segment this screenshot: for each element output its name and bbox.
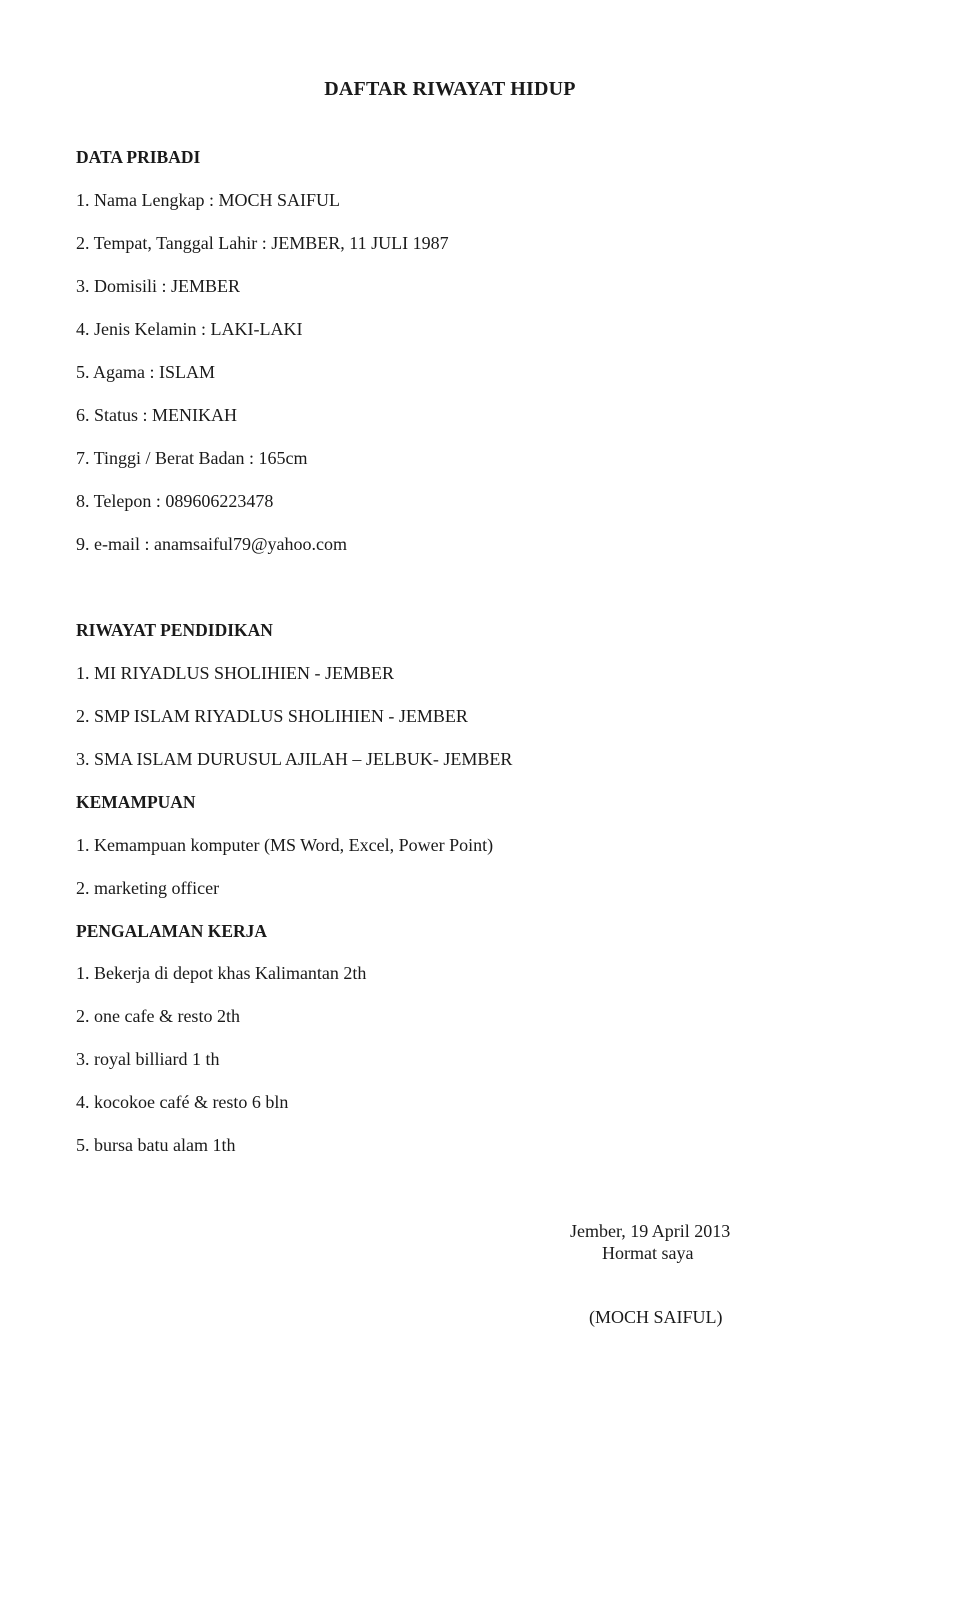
signature-name: (MOCH SAIFUL) [589,1307,723,1327]
document-title: DAFTAR RIWAYAT HIDUP [324,78,576,100]
personal-item-name: 1. Nama Lengkap : MOCH SAIFUL [76,190,340,210]
section-heading-personal: DATA PRIBADI [76,147,201,167]
personal-item-email: 9. e-mail : anamsaiful79@yahoo.com [76,534,348,554]
skills-item: 1. Kemampuan komputer (MS Word, Excel, Power Point) [76,835,494,855]
experience-item: 5. bursa batu alam 1th [76,1135,236,1155]
education-item: 3. SMA ISLAM DURUSUL AJILAH – JELBUK- JEMBER [76,749,513,769]
skills-item: 2. marketing officer [76,878,220,898]
signature-closing: Hormat saya [602,1243,694,1263]
experience-item: 3. royal billiard 1 th [76,1049,220,1069]
section-heading-skills: KEMAMPUAN [76,792,196,812]
experience-item: 4. kocokoe café & resto 6 bln [76,1092,289,1112]
education-item: 2. SMP ISLAM RIYADLUS SHOLIHIEN - JEMBER [76,706,468,726]
experience-item: 2. one cafe & resto 2th [76,1006,240,1026]
personal-item-status: 6. Status : MENIKAH [76,405,237,425]
section-heading-experience: PENGALAMAN KERJA [76,921,268,941]
section-heading-education: RIWAYAT PENDIDIKAN [76,620,273,640]
personal-item-phone: 8. Telepon : 089606223478 [76,491,274,511]
education-item: 1. MI RIYADLUS SHOLIHIEN - JEMBER [76,663,394,683]
signature-place-date: Jember, 19 April 2013 [570,1221,731,1241]
personal-item-birth: 2. Tempat, Tanggal Lahir : JEMBER, 11 JULI 1987 [76,233,449,253]
personal-item-gender: 4. Jenis Kelamin : LAKI-LAKI [76,319,303,339]
personal-item-religion: 5. Agama : ISLAM [76,362,215,382]
personal-item-domicile: 3. Domisili : JEMBER [76,276,241,296]
experience-item: 1. Bekerja di depot khas Kalimantan 2th [76,963,367,983]
personal-item-height-weight: 7. Tinggi / Berat Badan : 165cm [76,448,308,468]
